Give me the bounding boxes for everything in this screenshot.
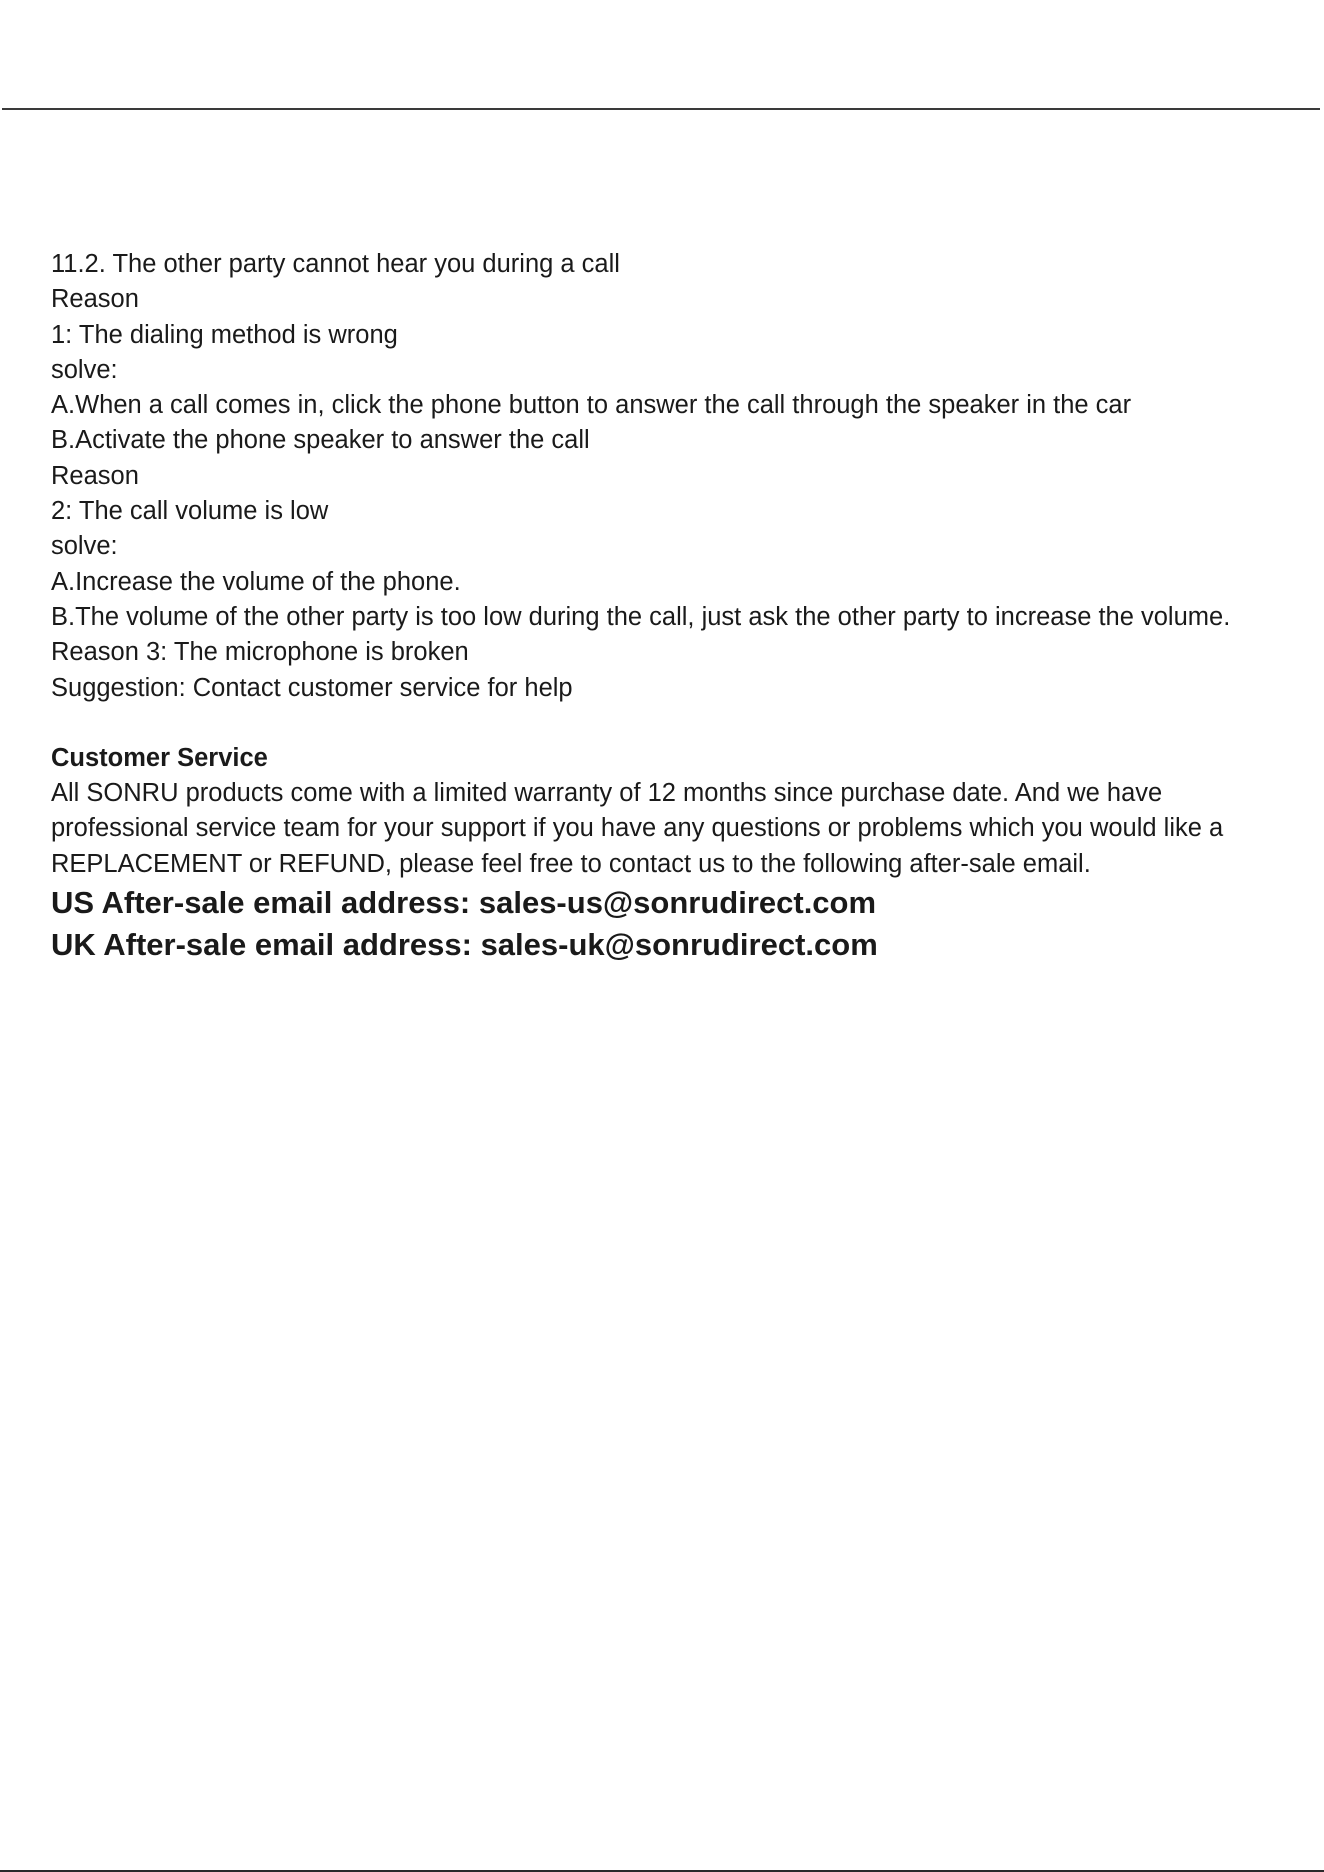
- solve-1-step-a: A.When a call comes in, click the phone button to answer the call through the speaker in the car: [51, 391, 1132, 420]
- reason-1-label: Reason: [51, 285, 139, 314]
- document-body: [51, 247, 1291, 966]
- solve-2-label: solve:: [51, 532, 118, 561]
- solve-1-step-b: B.Activate the phone speaker to answer the call: [51, 426, 590, 455]
- reason-1-text: 1: The dialing method is wrong: [51, 320, 398, 349]
- header-rule: [2, 108, 1320, 110]
- solve-2-step-a: A.Increase the volume of the phone.: [51, 567, 461, 596]
- reason-2-text: 2: The call volume is low: [51, 497, 329, 526]
- customer-service-heading: Customer Service: [51, 743, 268, 772]
- warranty-paragraph: All SONRU products come with a limited warranty of 12 months since purchase date. And we have professional service team for your support if you have any questions or problems which you would like a REPLACEMENT or REFUND, please feel free to contact us to the following after-sale email.: [51, 779, 1224, 878]
- solve-1-label: solve:: [51, 355, 118, 384]
- reason-2-label: Reason: [51, 461, 139, 490]
- us-email-line: US After-sale email address: sales-us@sonrudirect.com: [51, 885, 877, 921]
- uk-email-line: UK After-sale email address: sales-uk@sonrudirect.com: [51, 927, 878, 963]
- section-title: 11.2. The other party cannot hear you during a call: [51, 250, 620, 278]
- section-spacer: [51, 706, 1291, 741]
- solve-2-step-b: B.The volume of the other party is too low during the call, just ask the other party to increase the volume.: [51, 602, 1231, 631]
- suggestion-text: Suggestion: Contact customer service for help: [51, 673, 573, 702]
- reason-3-text: Reason 3: The microphone is broken: [51, 638, 469, 667]
